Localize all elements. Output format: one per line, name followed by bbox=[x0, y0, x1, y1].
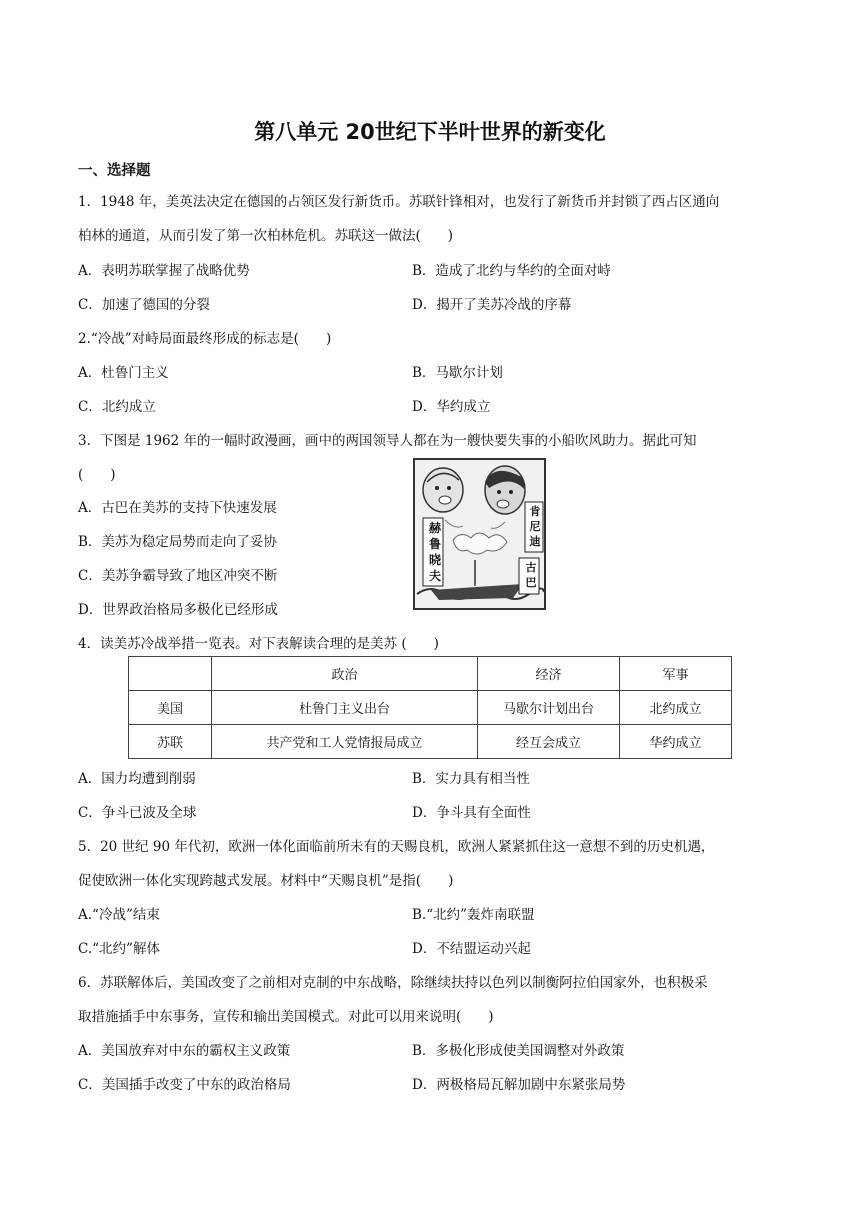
q5-option-c: C.“北约”解体 bbox=[78, 941, 160, 957]
q4-option-c: C．争斗已波及全球 bbox=[78, 805, 197, 821]
q1-stem-line1: 1．1948 年，美英法决定在德国的占领区发行新货币。苏联针锋相对，也发行了新货币并封锁了西占区通向 bbox=[78, 194, 720, 210]
q2-option-a: A．杜鲁门主义 bbox=[78, 365, 169, 381]
cartoon-label-left: 赫鲁晓夫 bbox=[428, 521, 441, 583]
table-cell: 美国 bbox=[129, 691, 212, 725]
q5-option-d: D．不结盟运动兴起 bbox=[412, 941, 531, 957]
q2-stem: 2.“冷战”对峙局面最终形成的标志是( ) bbox=[78, 331, 332, 347]
q5-stem-line2: 促使欧洲一体化实现跨越式发展。材料中“天赐良机”是指( ) bbox=[78, 873, 454, 889]
table-cell: 杜鲁门主义出台 bbox=[212, 691, 478, 725]
q1-option-b: B．造成了北约与华约的全面对峙 bbox=[412, 263, 611, 279]
q3-option-b: B．美苏为稳定局势而走向了妥协 bbox=[78, 534, 277, 550]
q2-option-c: C．北约成立 bbox=[78, 399, 156, 415]
q3-stem-line2: ( ) bbox=[78, 467, 116, 483]
table-header-row bbox=[129, 657, 732, 691]
table-row bbox=[129, 725, 732, 759]
q6-stem-line2: 取措施插手中东事务，宣传和输出美国模式。对此可以用来说明( ) bbox=[78, 1009, 494, 1025]
q3-stem-line1: 3．下图是 1962 年的一幅时政漫画，画中的两国领导人都在为一艘快要失事的小船吹风助力。据此可知 bbox=[78, 433, 697, 449]
cartoon-label-boat: 古巴 bbox=[525, 561, 537, 589]
q6-option-d: D．两极格局瓦解加剧中东紧张局势 bbox=[412, 1077, 626, 1093]
table-cell: 经互会成立 bbox=[478, 725, 620, 759]
q3-option-d: D．世界政治格局多极化已经形成 bbox=[78, 602, 278, 618]
table-cell: 共产党和工人党情报局成立 bbox=[212, 725, 478, 759]
table-header-cell: 经济 bbox=[478, 657, 620, 691]
q4-stem: 4．读美苏冷战举措一览表。对下表解读合理的是美苏 ( ) bbox=[78, 636, 439, 652]
political-cartoon bbox=[413, 458, 546, 610]
q6-option-c: C．美国插手改变了中东的政治格局 bbox=[78, 1077, 291, 1093]
cold-war-measures-table bbox=[128, 656, 732, 759]
table-header-cell bbox=[129, 657, 212, 691]
table-cell: 北约成立 bbox=[620, 691, 732, 725]
q6-option-b: B．多极化形成使美国调整对外政策 bbox=[412, 1043, 625, 1059]
table-header-cell: 政治 bbox=[212, 657, 478, 691]
q3-option-c: C．美苏争霸导致了地区冲突不断 bbox=[78, 568, 278, 584]
q6-stem-line1: 6．苏联解体后，美国改变了之前相对克制的中东战略，除继续扶持以色列以制衡阿拉伯国家外，也积极采 bbox=[78, 975, 708, 991]
q1-option-c: C．加速了德国的分裂 bbox=[78, 297, 210, 313]
page-title: 第八单元 20世纪下半叶世界的新变化 bbox=[254, 120, 606, 144]
table-cell: 华约成立 bbox=[620, 725, 732, 759]
table-header-cell: 军事 bbox=[620, 657, 732, 691]
q5-stem-line1: 5．20 世纪 90 年代初，欧洲一体化面临前所未有的天赐良机，欧洲人紧紧抓住这一意想不到的历史机遇， bbox=[78, 839, 715, 855]
q5-option-a: A.“冷战”结束 bbox=[78, 907, 160, 923]
q4-option-b: B．实力具有相当性 bbox=[412, 771, 530, 787]
q1-option-d: D．揭开了美苏冷战的序幕 bbox=[412, 297, 572, 313]
q4-option-a: A．国力均遭到削弱 bbox=[78, 771, 196, 787]
cartoon-label-right: 肯尼迪 bbox=[529, 505, 541, 548]
table-row bbox=[129, 691, 732, 725]
table-cell: 马歇尔计划出台 bbox=[478, 691, 620, 725]
q3-option-a: A．古巴在美苏的支持下快速发展 bbox=[78, 500, 277, 516]
q1-option-a: A．表明苏联掌握了战略优势 bbox=[78, 263, 250, 279]
q1-stem-line2: 柏林的通道，从而引发了第一次柏林危机。苏联这一做法( ) bbox=[78, 228, 454, 244]
q5-option-b: B.“北约”轰炸南联盟 bbox=[412, 907, 535, 923]
q6-option-a: A．美国放弃对中东的霸权主义政策 bbox=[78, 1043, 291, 1059]
q2-option-b: B．马歇尔计划 bbox=[412, 365, 503, 381]
q2-option-d: D．华约成立 bbox=[412, 399, 491, 415]
section-heading: 一、选择题 bbox=[78, 163, 151, 179]
q4-option-d: D．争斗具有全面性 bbox=[412, 805, 531, 821]
table-cell: 苏联 bbox=[129, 725, 212, 759]
